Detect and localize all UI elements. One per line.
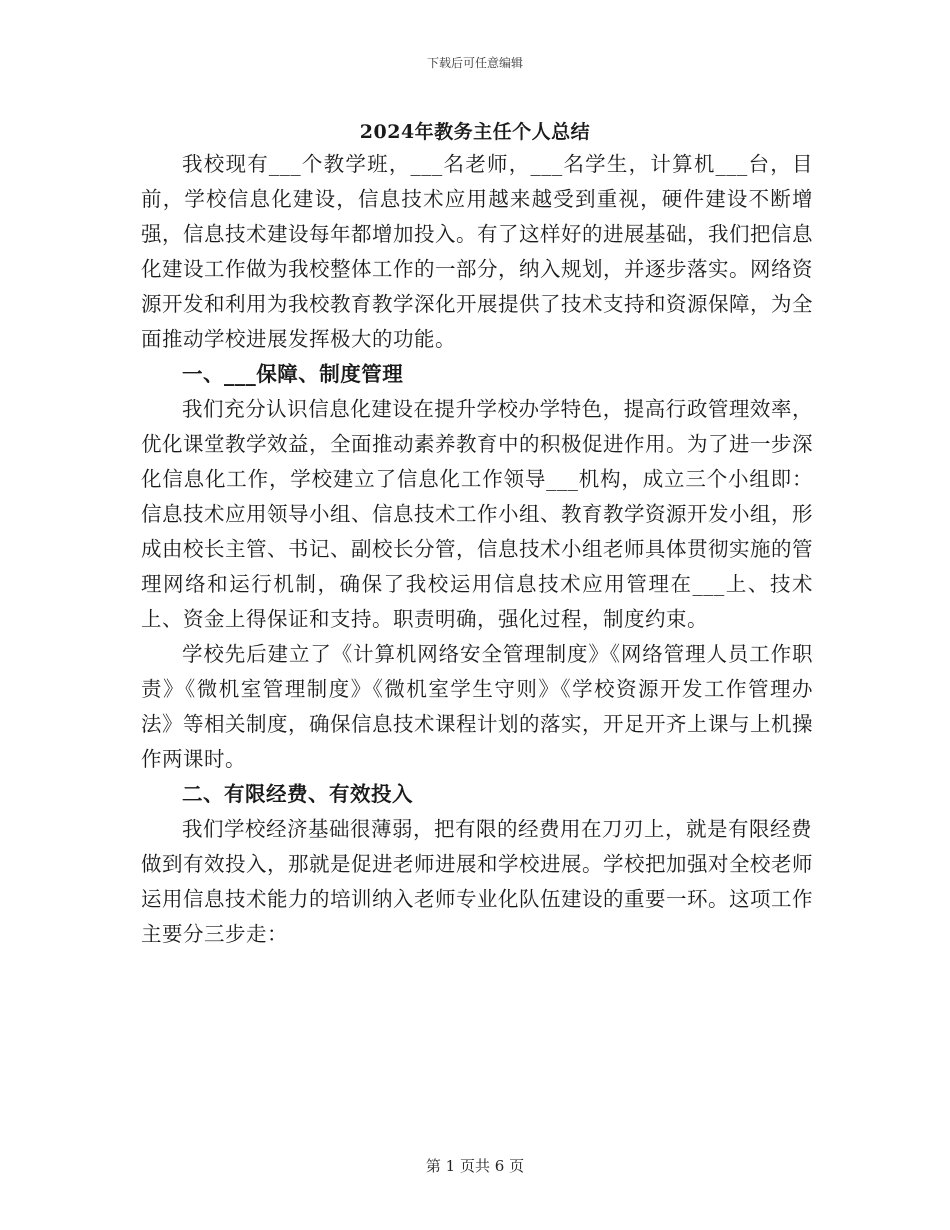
section-1-paragraph-1: 我们充分认识信息化建设在提升学校办学特色，提高行政管理效率，优化课堂教学效益，全面推动素养教育中的积极促进作用。为了进一步深化信息化工作，学校建立了信息化工作领导___机构，成立三个小组即：信息技术应用领导小组、信息技术工作小组、教育教学资源开发小组，形成由校长主管、书记、副校长分管，信息技术小组老师具体贯彻实施的管理网络和运行机制，确保了我校运用信息技术应用管理在___上、技术上、资金上得保证和支持。职责明确，强化过程，制度约束。 bbox=[141, 397, 813, 631]
header-note: 下载后可任意编辑 bbox=[426, 56, 523, 70]
intro-paragraph: 我校现有___个教学班，___名老师，___名学生，计算机___台，目前，学校信息化建设，信息技术应用越来越受到重视，硬件建设不断增强，信息技术建设每年都增加投入。有了这样好的进展基础，我们把信息化建设工作做为我校整体工作的一部分，纳入规划，并逐步落实。网络资源开发和利用为我校教育教学深化开展提供了技术支持和资源保障，为全面推动学校进展发挥极大的功能。 bbox=[141, 152, 813, 351]
page-title: 2024年教务主任个人总结 bbox=[359, 121, 591, 143]
section-heading-1: 一、___保障、制度管理 bbox=[182, 362, 404, 386]
section-2-paragraph-1: 我们学校经济基础很薄弱，把有限的经费用在刀刃上，就是有限经费做到有效投入，那就是促进老师进展和学校进展。学校把加强对全校老师运用信息技术能力的培训纳入老师专业化队伍建设的重要一环。这项工作主要分三步走： bbox=[141, 817, 813, 946]
page-number: 第 1 页共 6 页 bbox=[425, 1157, 525, 1175]
document-body bbox=[141, 147, 813, 952]
section-heading-2: 二、有限经费、有效投入 bbox=[182, 782, 413, 806]
section-1-paragraph-2: 学校先后建立了《计算机网络安全管理制度》《网络管理人员工作职责》《微机室管理制度》《微机室学生守则》《学校资源开发工作管理办法》等相关制度，确保信息技术课程计划的落实，开足开齐上课与上机操作两课时。 bbox=[141, 642, 813, 771]
